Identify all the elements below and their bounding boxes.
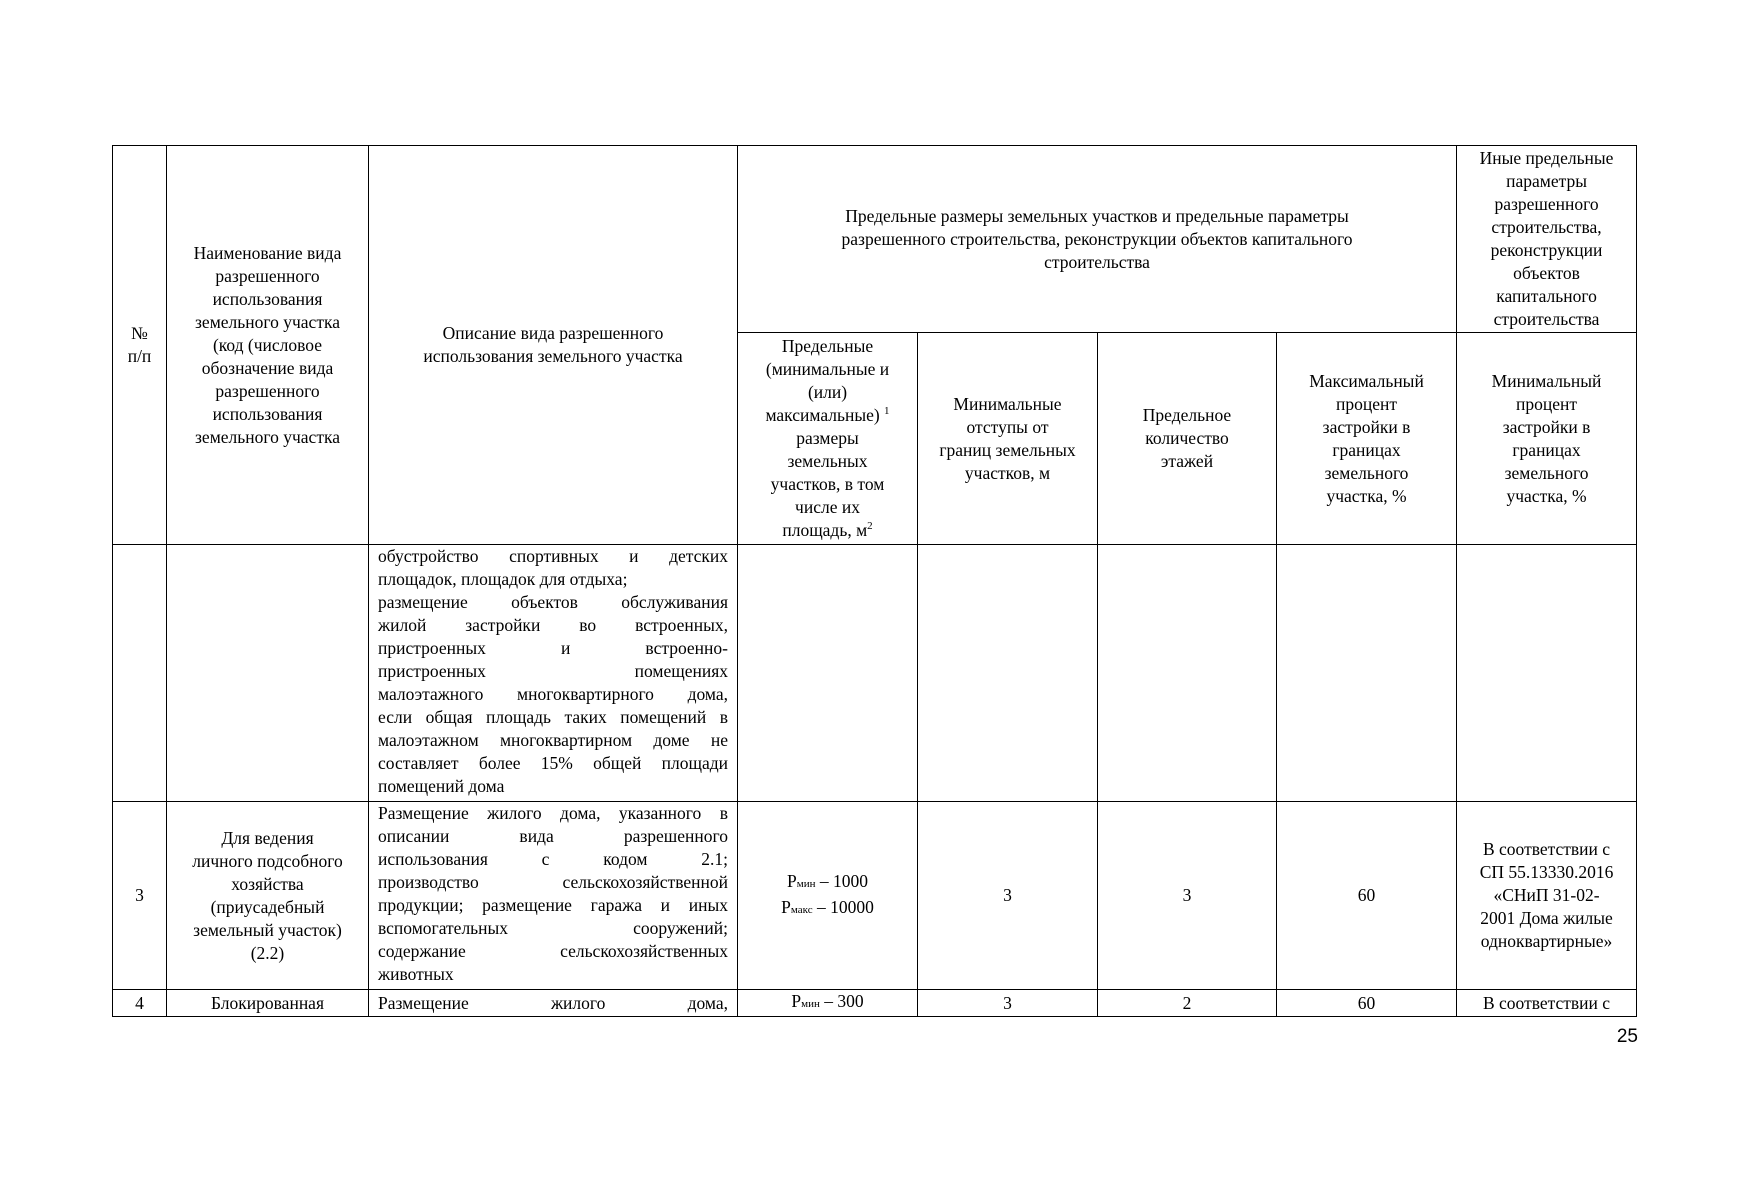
row3-desc-line: вспомогательных сооружений;: [378, 918, 728, 938]
cont-description: [369, 545, 738, 802]
cont-desc-line: пристроенных помещениях: [378, 661, 728, 681]
row3-desc-line: производство сельскохозяйственной: [378, 872, 728, 892]
cont-max-coverage: [1277, 545, 1457, 802]
header-num: № п/п: [113, 146, 167, 545]
cont-desc-line: малоэтажном многоквартирном доме не: [378, 730, 728, 750]
row3-other: В соответствии с СП 55.13330.2016 «СНиП 31-02- 2001 Дома жилые одноквартирные»: [1457, 802, 1637, 990]
cont-desc-line: размещение объектов обслуживания: [378, 592, 728, 612]
cont-num: [113, 545, 167, 802]
cont-desc-line: жилой застройки во встроенных,: [378, 615, 728, 635]
row4-use-name: Блокированная: [167, 990, 369, 1017]
row3-desc-line: животных: [378, 964, 454, 984]
cont-desc-line: обустройство спортивных и детских: [378, 546, 728, 566]
cont-desc-line: малоэтажного многоквартирного дома,: [378, 684, 728, 704]
row3-desc-line: описании вида разрешенного: [378, 826, 728, 846]
row3-desc-line: продукции; размещение гаража и иных: [378, 895, 728, 915]
page-number: 25: [1616, 1026, 1638, 1047]
header-other-params: Иные предельные параметры разрешенного строительства, реконструкции объектов капитального строительства: [1457, 146, 1637, 333]
cont-desc-line: если общая площадь таких помещений в: [378, 707, 728, 727]
row4-max-coverage: 60: [1277, 990, 1457, 1017]
row3-desc-line: Размещение жилого дома, указанного в: [378, 803, 728, 823]
table-row-3: [113, 802, 1637, 990]
row3-area-max: Рмакс – 10000: [781, 896, 874, 917]
header-setbacks: Минимальные отступы от границ земельных участков, м: [918, 333, 1098, 545]
cont-desc-line: составляет более 15% общей площади: [378, 753, 728, 773]
row3-desc-line: содержание сельскохозяйственных: [378, 941, 728, 961]
table-row-4: [113, 990, 1637, 1017]
header-description: Описание вида разрешенного использования земельного участка: [369, 146, 738, 545]
row3-setbacks: 3: [918, 802, 1098, 990]
header-use-name: Наименование вида разрешенного использования земельного участка (код (числовое обозначение вида разрешенного использования земельного участка: [167, 146, 369, 545]
row4-setbacks: 3: [918, 990, 1098, 1017]
cont-setbacks: [918, 545, 1098, 802]
cont-other: [1457, 545, 1637, 802]
header-area-a: Предельные (минимальные и (или) максимальные): [765, 336, 890, 425]
continuation-row: [113, 545, 1637, 802]
row3-floors: 3: [1098, 802, 1277, 990]
footnote-marker: 1: [884, 405, 890, 418]
cont-name: [167, 545, 369, 802]
header-area-b: размеры земельных участков, в том числе их площадь, м: [770, 428, 885, 540]
header-limits-group: Предельные размеры земельных участков и предельные параметры разрешенного строительства, реконструкции объектов капитального строительства: [738, 146, 1457, 333]
row3-area: [738, 802, 918, 990]
cont-desc-line: помещений дома: [378, 776, 505, 796]
header-area-limits: [738, 333, 918, 545]
row4-area: Рмин – 300: [738, 990, 918, 1017]
header-max-coverage: Максимальный процент застройки в границах земельного участка, %: [1277, 333, 1457, 545]
cont-floors: [1098, 545, 1277, 802]
row3-area-min: Рмин – 1000: [787, 870, 868, 891]
cont-desc-line: площадок, площадок для отдыха;: [378, 569, 628, 589]
row3-max-coverage: 60: [1277, 802, 1457, 990]
cont-area: [738, 545, 918, 802]
header-min-coverage: Минимальный процент застройки в границах земельного участка, %: [1457, 333, 1637, 545]
area-unit-superscript: 2: [867, 520, 873, 533]
row4-description: Размещение жилого дома,: [369, 990, 738, 1017]
row3-num: 3: [113, 802, 167, 990]
row3-desc-line: использования с кодом 2.1;: [378, 849, 728, 869]
land-use-table: [112, 145, 1637, 1017]
row3-use-name: Для ведения личного подсобного хозяйства (приусадебный земельный участок) (2.2): [167, 802, 369, 990]
header-floors: Предельное количество этажей: [1098, 333, 1277, 545]
row4-other: В соответствии с: [1457, 990, 1637, 1017]
row4-num: 4: [113, 990, 167, 1017]
row3-description: [369, 802, 738, 990]
cont-desc-line: пристроенных и встроенно-: [378, 638, 728, 658]
row4-floors: 2: [1098, 990, 1277, 1017]
header-row-1: [113, 146, 1637, 333]
